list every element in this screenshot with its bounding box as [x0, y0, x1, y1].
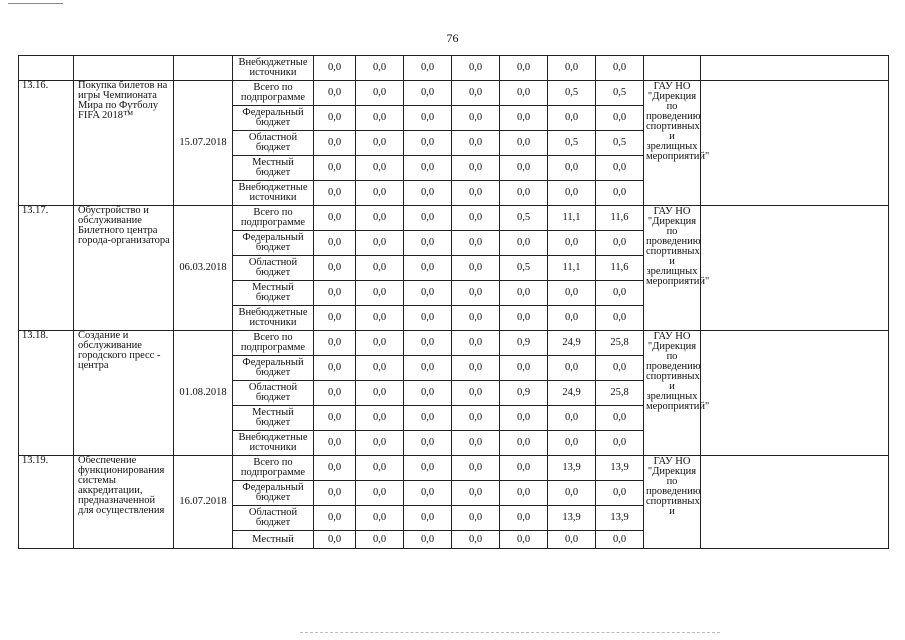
value-cell: 0,0 — [452, 131, 500, 156]
value-cell: 0,0 — [356, 131, 404, 156]
value-cell: 0,0 — [404, 456, 452, 481]
value-cell: 0,0 — [500, 131, 548, 156]
value-cell: 0,0 — [356, 481, 404, 506]
value-cell: 0,0 — [500, 456, 548, 481]
value-cell: 0,0 — [596, 406, 644, 431]
source-label: Внебюджетные источники — [233, 306, 314, 331]
item-date: 06.03.2018 — [174, 206, 233, 331]
value-cell: 0,0 — [356, 281, 404, 306]
source-label: Федеральный бюджет — [233, 231, 314, 256]
item-date: 01.08.2018 — [174, 331, 233, 456]
value-cell: 0,0 — [356, 531, 404, 549]
value-cell: 11,6 — [596, 206, 644, 231]
value-cell: 0,0 — [452, 181, 500, 206]
item-date: 16.07.2018 — [174, 456, 233, 549]
value-cell: 0,0 — [314, 531, 356, 549]
value-cell: 0,0 — [452, 156, 500, 181]
value-cell: 0,0 — [500, 156, 548, 181]
value-cell: 13,9 — [596, 506, 644, 531]
value-cell: 13,9 — [596, 456, 644, 481]
source-label: Местный — [233, 531, 314, 549]
value-cell: 0,0 — [596, 531, 644, 549]
value-cell: 0,0 — [314, 381, 356, 406]
cell-empty — [19, 56, 74, 81]
value-cell: 0,0 — [404, 281, 452, 306]
value-cell: 0,0 — [452, 81, 500, 106]
value-cell: 0,0 — [548, 106, 596, 131]
value-cell: 0,0 — [356, 456, 404, 481]
value-cell: 0,0 — [356, 256, 404, 281]
table-row — [19, 456, 889, 481]
value-cell: 0,0 — [356, 156, 404, 181]
budget-table — [18, 55, 889, 549]
value-cell: 0,0 — [500, 431, 548, 456]
table-row — [19, 206, 889, 231]
cell-empty — [701, 206, 889, 331]
value-cell: 0,0 — [404, 231, 452, 256]
value-cell: 0,0 — [314, 106, 356, 131]
value-cell: 0,0 — [356, 106, 404, 131]
value-cell: 0,0 — [356, 331, 404, 356]
value-cell: 0,9 — [500, 331, 548, 356]
value-cell: 11,1 — [548, 206, 596, 231]
source-label: Внебюджетные источники — [233, 181, 314, 206]
value-cell: 0,0 — [500, 56, 548, 81]
value-cell: 0,0 — [548, 481, 596, 506]
value-cell: 25,8 — [596, 381, 644, 406]
source-label: Всего по подпрограмме — [233, 81, 314, 106]
cell-empty — [644, 56, 701, 81]
value-cell: 0,0 — [500, 531, 548, 549]
value-cell: 11,1 — [548, 256, 596, 281]
value-cell: 0,0 — [548, 231, 596, 256]
responsible-org: ГАУ НО "Дирекция по проведению спортивных и зрелищных мероприятий" — [644, 331, 701, 456]
value-cell: 0,0 — [452, 56, 500, 81]
value-cell: 0,0 — [500, 306, 548, 331]
value-cell: 0,5 — [596, 131, 644, 156]
value-cell: 0,0 — [500, 106, 548, 131]
value-cell: 0,0 — [500, 481, 548, 506]
value-cell: 0,0 — [314, 131, 356, 156]
value-cell: 24,9 — [548, 381, 596, 406]
value-cell: 0,0 — [404, 106, 452, 131]
item-name: Создание и обслуживание городского пресс - центра — [74, 331, 174, 456]
value-cell: 0,0 — [404, 206, 452, 231]
value-cell: 0,0 — [404, 531, 452, 549]
value-cell: 0,0 — [452, 206, 500, 231]
value-cell: 0,0 — [404, 156, 452, 181]
source-label: Местный бюджет — [233, 156, 314, 181]
value-cell: 0,0 — [404, 431, 452, 456]
item-date: 15.07.2018 — [174, 81, 233, 206]
value-cell: 0,0 — [500, 406, 548, 431]
value-cell: 0,0 — [500, 356, 548, 381]
value-cell: 0,0 — [404, 506, 452, 531]
item-name: Покупка билетов на игры Чемпионата Мира по Футболу FIFA 2018™ — [74, 81, 174, 206]
value-cell: 0,0 — [314, 56, 356, 81]
value-cell: 0,0 — [314, 406, 356, 431]
item-number: 13.18. — [19, 331, 74, 456]
source-label: Местный бюджет — [233, 406, 314, 431]
item-number: 13.19. — [19, 456, 74, 549]
value-cell: 0,0 — [452, 431, 500, 456]
table-body — [19, 56, 889, 549]
source-label: Внебюджетные источники — [233, 431, 314, 456]
source-label: Областной бюджет — [233, 256, 314, 281]
value-cell: 0,0 — [314, 81, 356, 106]
value-cell: 0,0 — [356, 381, 404, 406]
value-cell: 0,0 — [314, 306, 356, 331]
value-cell: 0,0 — [500, 506, 548, 531]
value-cell: 0,0 — [314, 281, 356, 306]
value-cell: 0,0 — [404, 331, 452, 356]
value-cell: 0,0 — [452, 331, 500, 356]
value-cell: 0,0 — [314, 256, 356, 281]
value-cell: 0,0 — [596, 281, 644, 306]
source-label: Федеральный бюджет — [233, 106, 314, 131]
value-cell: 13,9 — [548, 456, 596, 481]
table-row — [19, 56, 889, 81]
source-label: Местный бюджет — [233, 281, 314, 306]
value-cell: 0,0 — [356, 206, 404, 231]
value-cell: 0,0 — [314, 456, 356, 481]
value-cell: 0,0 — [404, 306, 452, 331]
value-cell: 0,0 — [452, 506, 500, 531]
responsible-org: ГАУ НО "Дирекция по проведению спортивных и зрелищных мероприятий" — [644, 206, 701, 331]
value-cell: 0,0 — [452, 481, 500, 506]
item-number: 13.17. — [19, 206, 74, 331]
value-cell: 0,0 — [596, 481, 644, 506]
source-label: Всего по подпрограмме — [233, 456, 314, 481]
value-cell: 0,0 — [452, 306, 500, 331]
value-cell: 0,5 — [548, 81, 596, 106]
value-cell: 0,0 — [356, 406, 404, 431]
value-cell: 0,9 — [500, 381, 548, 406]
value-cell: 0,0 — [596, 231, 644, 256]
value-cell: 0,0 — [452, 531, 500, 549]
value-cell: 0,0 — [356, 56, 404, 81]
value-cell: 0,0 — [548, 356, 596, 381]
value-cell: 0,5 — [548, 131, 596, 156]
page-edge-mark — [300, 632, 720, 633]
value-cell: 0,0 — [404, 381, 452, 406]
value-cell: 0,0 — [500, 81, 548, 106]
source-label: Областной бюджет — [233, 131, 314, 156]
value-cell: 13,9 — [548, 506, 596, 531]
value-cell: 0,0 — [596, 431, 644, 456]
value-cell: 0,5 — [500, 256, 548, 281]
value-cell: 0,0 — [356, 231, 404, 256]
value-cell: 0,0 — [500, 181, 548, 206]
value-cell: 0,0 — [452, 106, 500, 131]
value-cell: 0,0 — [314, 331, 356, 356]
item-name: Обеспечение функционирования системы аккредитации, предназначенной для осуществления — [74, 456, 174, 549]
value-cell: 0,0 — [314, 206, 356, 231]
value-cell: 0,0 — [548, 281, 596, 306]
page-number: 76 — [446, 31, 459, 45]
value-cell: 0,0 — [596, 106, 644, 131]
value-cell: 0,5 — [596, 81, 644, 106]
value-cell: 0,0 — [314, 356, 356, 381]
value-cell: 0,0 — [404, 256, 452, 281]
cell-empty — [701, 331, 889, 456]
source-label: Федеральный бюджет — [233, 356, 314, 381]
value-cell: 0,0 — [404, 81, 452, 106]
table-row — [19, 81, 889, 106]
value-cell: 0,0 — [314, 156, 356, 181]
value-cell: 0,0 — [500, 231, 548, 256]
value-cell: 0,0 — [452, 281, 500, 306]
cell-empty — [701, 56, 889, 81]
value-cell: 0,0 — [500, 281, 548, 306]
cell-empty — [74, 56, 174, 81]
source-label: Областной бюджет — [233, 506, 314, 531]
value-cell: 0,0 — [404, 181, 452, 206]
value-cell: 0,0 — [314, 181, 356, 206]
value-cell: 0,0 — [404, 481, 452, 506]
cell-empty — [701, 456, 889, 549]
value-cell: 0,0 — [452, 381, 500, 406]
value-cell: 0,0 — [404, 356, 452, 381]
value-cell: 0,0 — [596, 356, 644, 381]
value-cell: 0,0 — [548, 531, 596, 549]
source-label: Областной бюджет — [233, 381, 314, 406]
value-cell: 0,0 — [314, 431, 356, 456]
item-number: 13.16. — [19, 81, 74, 206]
value-cell: 0,0 — [452, 356, 500, 381]
value-cell: 0,0 — [452, 406, 500, 431]
value-cell: 0,0 — [548, 406, 596, 431]
value-cell: 0,0 — [404, 56, 452, 81]
value-cell: 0,0 — [356, 181, 404, 206]
value-cell: 0,0 — [596, 306, 644, 331]
item-name: Обустройство и обслуживание Билетного центра города-организатора — [74, 206, 174, 331]
value-cell: 0,0 — [356, 506, 404, 531]
value-cell: 0,0 — [548, 181, 596, 206]
value-cell: 0,0 — [452, 256, 500, 281]
value-cell: 0,0 — [314, 481, 356, 506]
value-cell: 0,0 — [314, 231, 356, 256]
value-cell: 24,9 — [548, 331, 596, 356]
value-cell: 0,0 — [596, 56, 644, 81]
value-cell: 0,0 — [596, 181, 644, 206]
header-rule — [8, 3, 63, 4]
value-cell: 0,0 — [356, 356, 404, 381]
value-cell: 0,0 — [356, 431, 404, 456]
value-cell: 0,0 — [548, 56, 596, 81]
value-cell: 0,0 — [548, 431, 596, 456]
value-cell: 0,0 — [404, 131, 452, 156]
cell-empty — [174, 56, 233, 81]
table-row — [19, 331, 889, 356]
value-cell: 0,0 — [356, 306, 404, 331]
value-cell: 25,8 — [596, 331, 644, 356]
value-cell: 11,6 — [596, 256, 644, 281]
value-cell: 0,0 — [452, 231, 500, 256]
cell-empty — [701, 81, 889, 206]
responsible-org: ГАУ НО "Дирекция по проведению спортивных и зрелищных мероприятий" — [644, 81, 701, 206]
value-cell: 0,0 — [596, 156, 644, 181]
value-cell: 0,0 — [404, 406, 452, 431]
source-label: Всего по подпрограмме — [233, 331, 314, 356]
value-cell: 0,5 — [500, 206, 548, 231]
value-cell: 0,0 — [314, 506, 356, 531]
source-label: Внебюджетные источники — [233, 56, 314, 81]
value-cell: 0,0 — [548, 306, 596, 331]
value-cell: 0,0 — [356, 81, 404, 106]
value-cell: 0,0 — [548, 156, 596, 181]
value-cell: 0,0 — [452, 456, 500, 481]
source-label: Федеральный бюджет — [233, 481, 314, 506]
responsible-org: ГАУ НО "Дирекция по проведению спортивных и — [644, 456, 701, 549]
source-label: Всего по подпрограмме — [233, 206, 314, 231]
